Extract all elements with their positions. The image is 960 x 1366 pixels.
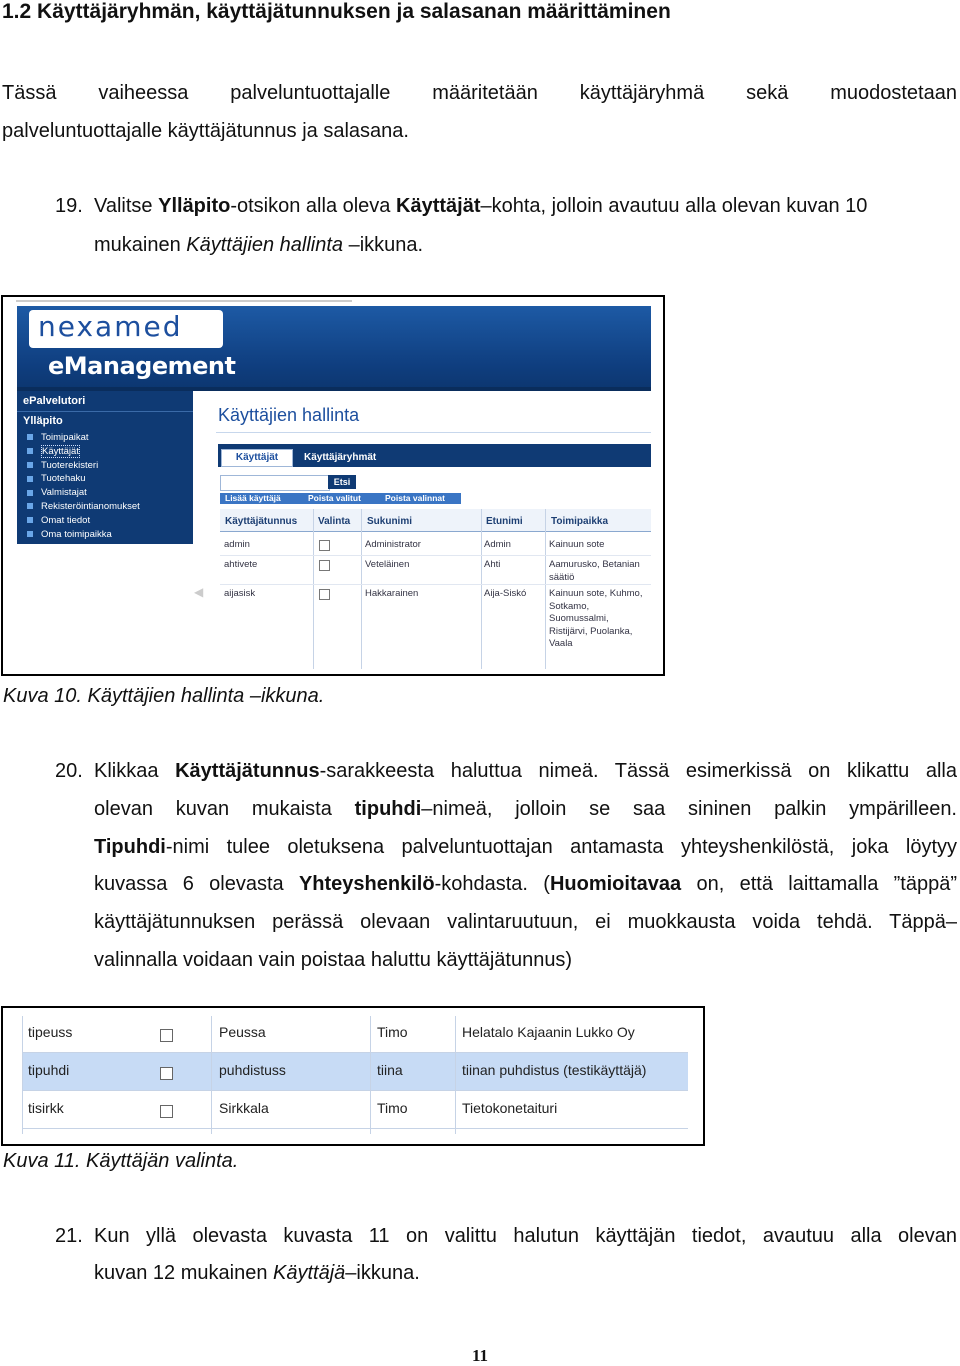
- row-checkbox[interactable]: [160, 1067, 173, 1080]
- page-number: 11: [471, 1346, 489, 1365]
- intro-word: muodostetaan: [830, 82, 957, 104]
- text: mukainen: [94, 234, 187, 256]
- divider: [216, 432, 651, 433]
- step-19-line-1: [94, 187, 867, 225]
- sidebar-item-label: Tuoterekisteri: [41, 459, 99, 471]
- username: Tipuhdi: [94, 836, 166, 858]
- step-20-line-2: [94, 790, 957, 828]
- table-cell-lastname: puhdistuss: [219, 1062, 286, 1078]
- table-cell-lastname: Hakkarainen: [365, 588, 419, 599]
- text: kuvan 12 mukainen: [94, 1262, 274, 1284]
- row-checkbox[interactable]: [319, 540, 330, 551]
- row-checkbox[interactable]: [160, 1105, 173, 1118]
- sidebar-item-toimipaikat[interactable]: [27, 431, 140, 445]
- column-name: Käyttäjätunnus: [175, 760, 320, 782]
- menu-item-name: Käyttäjät: [396, 195, 481, 217]
- table-cell-location: Tietokonetaituri: [462, 1100, 558, 1116]
- table-cell-firstname: Timo: [377, 1024, 408, 1040]
- text: -nimi tulee oletuksena palveluntuottajan antamasta yhteyshenkilöstä, joka löytyy: [165, 836, 957, 858]
- step-21-line-1: Kun yllä olevasta kuvasta 11 on valittu halutun käyttäjän tiedot, avautuu alla olevan: [94, 1225, 957, 1247]
- column-divider: [370, 1016, 371, 1134]
- table-cell-firstname: Admin: [484, 539, 511, 550]
- step-20-number: 20.: [55, 760, 83, 782]
- column-header-firstname[interactable]: Etunimi: [486, 516, 523, 527]
- window-name: Käyttäjä: [273, 1262, 346, 1284]
- sidebar-item-label: Omat tiedot: [41, 514, 91, 526]
- sidebar-item-label: Tuotehaku: [41, 473, 86, 485]
- field-name: Yhteyshenkilö: [298, 873, 435, 895]
- intro-word: vaiheessa: [98, 82, 189, 104]
- step-21-line-2: [94, 1254, 420, 1292]
- row-checkbox[interactable]: [319, 589, 330, 600]
- sidebar-item-label: Oma toimipaikka: [41, 528, 112, 540]
- window-name: Käyttäjien hallinta: [186, 234, 344, 256]
- table-row[interactable]: [22, 1015, 688, 1053]
- delete-selected-button[interactable]: Poista valitut: [308, 493, 361, 503]
- intro-line-2: palveluntuottajalle käyttäjätunnus ja salasana.: [2, 120, 409, 142]
- text: -otsikon alla oleva: [230, 195, 396, 217]
- text: -sarakkeesta haluttua nimeä. Tässä esimerkissä on klikattu alla: [319, 760, 957, 782]
- username: tipuhdi: [354, 798, 422, 820]
- column-divider: [313, 509, 314, 669]
- step-21-number: 21.: [55, 1225, 83, 1247]
- clear-selections-button[interactable]: Poista valinnat: [385, 493, 445, 503]
- sidebar-item-omat-tiedot[interactable]: [27, 514, 140, 528]
- text: –kohta, jolloin avautuu alla olevan kuvan 10: [480, 195, 868, 217]
- text: –ikkuna.: [345, 1262, 420, 1284]
- table-cell-location: Helatalo Kajaanin Lukko Oy: [462, 1024, 635, 1040]
- text: -kohdasta. (: [434, 873, 550, 895]
- sidebar-section[interactable]: Ylläpito: [23, 415, 63, 427]
- table-cell-lastname: Administrator: [365, 539, 421, 550]
- column-divider: [481, 509, 482, 669]
- divider: [16, 300, 352, 302]
- page-title: Käyttäjien hallinta: [218, 405, 360, 425]
- intro-word: palveluntuottajalle: [230, 82, 391, 104]
- intro-word: käyttäjäryhmä: [579, 82, 705, 104]
- table-cell-username[interactable]: tisirkk: [28, 1100, 64, 1116]
- text: Valitse: [94, 195, 159, 217]
- divider: [17, 411, 193, 412]
- table-row[interactable]: [22, 1091, 688, 1129]
- bullet-icon: [27, 503, 33, 509]
- product-name: eManagement: [48, 352, 236, 380]
- sidebar-item-label: Valmistajat: [41, 487, 87, 499]
- sidebar-item-valmistajat[interactable]: [27, 486, 140, 500]
- text: olevan kuvan mukaista: [94, 798, 355, 820]
- text: Klikkaa: [94, 760, 176, 782]
- tab-kayttajat[interactable]: Käyttäjät: [221, 449, 293, 467]
- bullet-icon: [27, 434, 33, 440]
- action-bar: [220, 493, 461, 504]
- sidebar-item-label: Toimipaikat: [41, 432, 89, 443]
- row-divider: [220, 584, 651, 585]
- table-cell-firstname: Timo: [377, 1100, 408, 1116]
- step-19-number: 19.: [55, 195, 83, 217]
- collapse-arrow-icon[interactable]: ◀: [194, 585, 204, 599]
- figure-10-caption: Kuva 10. Käyttäjien hallinta –ikkuna.: [3, 685, 325, 707]
- column-header-selection[interactable]: Valinta: [318, 516, 351, 527]
- note-label: Huomioitavaa: [549, 873, 682, 895]
- bullet-icon: [27, 517, 33, 523]
- section-heading: 1.2 Käyttäjäryhmän, käyttäjätunnuksen ja salasanan määrittäminen: [2, 0, 671, 23]
- sidebar-item-rekisterointianomukset[interactable]: [27, 500, 140, 514]
- sidebar-header[interactable]: ePalvelutori: [23, 395, 86, 407]
- row-divider: [220, 555, 651, 556]
- column-divider: [545, 509, 546, 669]
- intro-word: sekä: [746, 82, 789, 104]
- sidebar-item-kayttajat[interactable]: [27, 445, 140, 459]
- column-header-username[interactable]: Käyttäjätunnus: [225, 516, 298, 527]
- menu-name: Ylläpito: [158, 195, 231, 217]
- table-cell-username[interactable]: aijasisk: [224, 588, 256, 599]
- table-cell-location: Kainuun sote, Kuhmo, Sotkamo, Suomussalmi, Ristijärvi, Puolanka, Vaala: [549, 588, 643, 649]
- nexamed-logo: nexamed: [38, 310, 183, 343]
- sidebar-item-label: Rekisteröintianomukset: [41, 500, 140, 512]
- bullet-icon: [27, 490, 33, 496]
- column-divider: [361, 509, 362, 669]
- intro-word: määritetään: [432, 82, 538, 104]
- table-cell-username[interactable]: ahtivete: [224, 559, 258, 570]
- text: –nimeä, jolloin se saa sininen palkin ympärilleen.: [421, 798, 957, 820]
- table-cell-firstname: Ahti: [484, 559, 501, 570]
- add-user-button[interactable]: Lisää käyttäjä: [225, 493, 281, 503]
- step-20-line-3: [94, 828, 957, 866]
- sidebar-item-label: Käyttäjät: [42, 445, 79, 457]
- step-20-line-5: käyttäjätunnuksen perässä olevaan valintaruutuun, ei muokkausta voida tehdä. Täppä–: [94, 911, 957, 933]
- figure-11-caption: Kuva 11. Käyttäjän valinta.: [3, 1150, 239, 1172]
- search-button[interactable]: Etsi: [328, 475, 356, 489]
- step-20-line-4: [94, 865, 957, 903]
- bullet-icon: [27, 448, 33, 454]
- bullet-icon: [27, 476, 33, 482]
- sidebar-menu: [27, 431, 140, 541]
- column-header-location[interactable]: Toimipaikka: [551, 516, 609, 527]
- step-20-line-6: valinnalla voidaan vain poistaa haluttu käyttäjätunnus): [94, 949, 573, 971]
- table-cell-location: Aamurusko, Betanian säätiö: [549, 559, 640, 583]
- table-cell-lastname: Veteläinen: [365, 559, 410, 570]
- table-row-selected[interactable]: [22, 1053, 688, 1091]
- table-cell-firstname: Aija-Siskó: [484, 588, 527, 599]
- bullet-icon: [27, 531, 33, 537]
- table-cell-username[interactable]: tipeuss: [28, 1024, 73, 1040]
- column-divider: [211, 1016, 212, 1134]
- sidebar-item-tuoterekisteri[interactable]: [27, 459, 140, 473]
- step-19-line-2: [94, 226, 423, 264]
- table-cell-username[interactable]: tipuhdi: [28, 1062, 70, 1078]
- table-cell-location: tiinan puhdistus (testikäyttäjä): [462, 1062, 647, 1078]
- sidebar-item-tuotehaku[interactable]: [27, 472, 140, 486]
- step-20-line-1: [94, 752, 957, 790]
- table-cell-firstname: tiina: [377, 1062, 403, 1078]
- table-cell-lastname: Peussa: [219, 1024, 266, 1040]
- search-input[interactable]: [220, 475, 330, 491]
- column-header-lastname[interactable]: Sukunimi: [367, 516, 413, 527]
- table-cell-username[interactable]: admin: [224, 539, 250, 550]
- row-checkbox[interactable]: [319, 560, 330, 571]
- text: –ikkuna.: [343, 234, 424, 256]
- table-cell-lastname: Sirkkala: [219, 1100, 269, 1116]
- sidebar: [17, 391, 193, 544]
- sidebar-item-oma-toimipaikka[interactable]: [27, 528, 140, 542]
- intro-word: Tässä: [2, 82, 57, 104]
- column-divider: [455, 1016, 456, 1134]
- bullet-icon: [27, 462, 33, 468]
- column-divider: [22, 1016, 23, 1134]
- intro-line-1: [2, 74, 957, 112]
- tab-kayttajaryhmat[interactable]: Käyttäjäryhmät: [304, 452, 377, 463]
- row-checkbox[interactable]: [160, 1029, 173, 1042]
- text: on, että laittamalla ”täppä”: [681, 873, 958, 895]
- text: kuvassa 6 olevasta: [94, 873, 299, 895]
- table-cell-location: Kainuun sote: [549, 539, 605, 550]
